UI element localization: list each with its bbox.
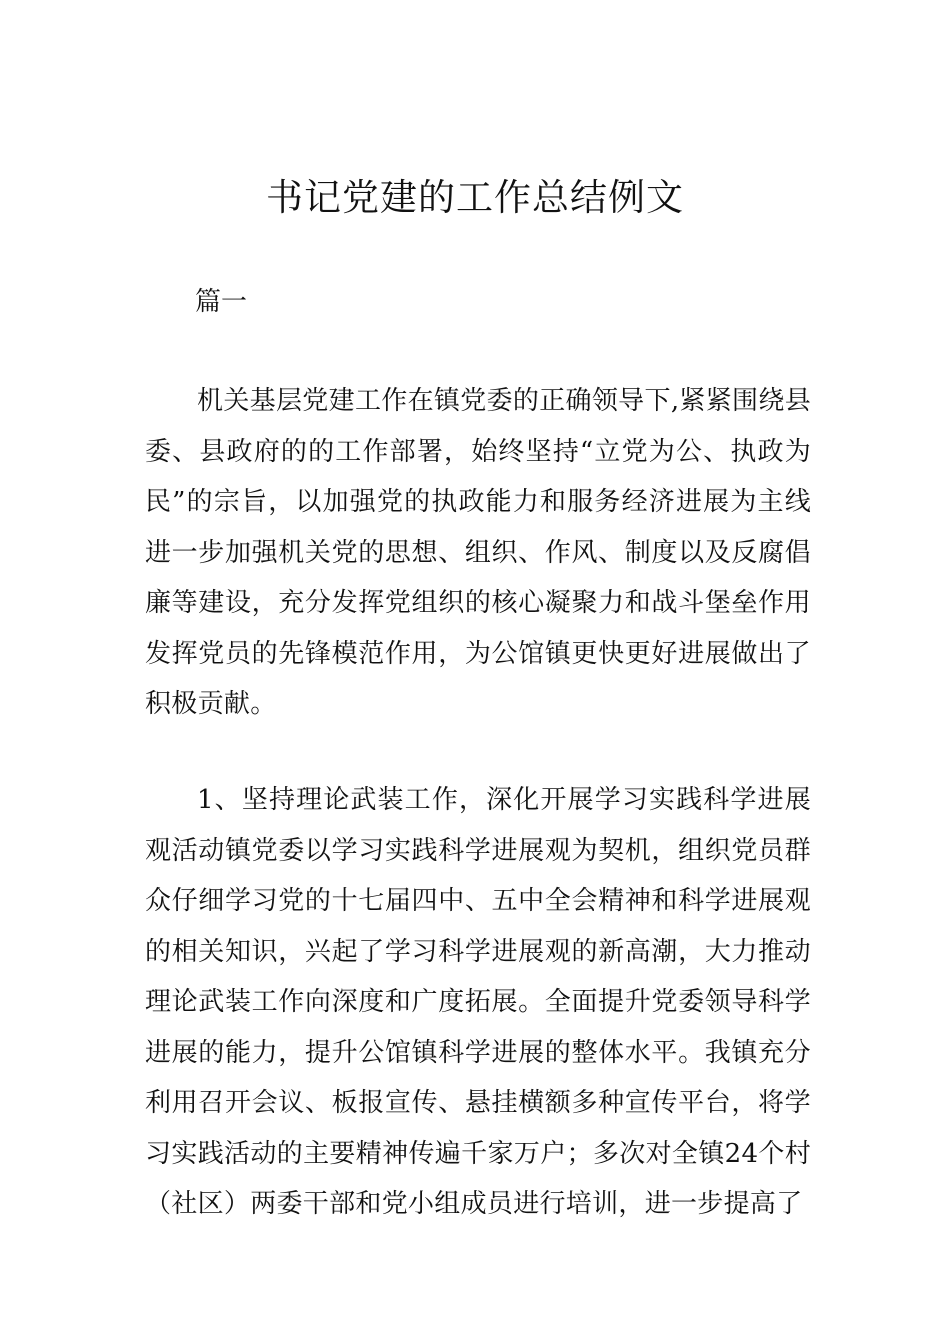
document-title: 书记党建的工作总结例文 [266, 176, 684, 219]
body-paragraph-1: 机关基层党建工作在镇党委的正确领导下,紧紧围绕县委、县政府的的工作部署，始终坚持“立党为公、执政为民”的宗旨，以加强党的执政能力和服务经济进展为主线进一步加强机关党的思想、组织、作风、制度以及反腐倡廉等建设，充分发挥党组织的核心凝聚力和战斗堡垒作用发挥党员的先锋模范作用，为公馆镇更快更好进展做出了积极贡献。 [145, 386, 811, 719]
section-heading: 篇一 [195, 287, 248, 317]
body-paragraph-2: 1、坚持理论武装工作，深化开展学习实践科学进展观活动镇党委以学习实践科学进展观为契机，组织党员群众仔细学习党的十七届四中、五中全会精神和科学进展观的相关知识，兴起了学习科学进展观的新高潮，大力推动理论武装工作向深度和广度拓展。全面提升党委领导科学进展的能力，提升公馆镇科学进展的整体水平。我镇充分利用召开会议、板报宣传、悬挂横额多种宣传平台，将学习实践活动的主要精神传遍千家万户；多次对全镇24个村（社区）两委干部和党小组成员进行培训，进一步提高了 [145, 785, 811, 1219]
